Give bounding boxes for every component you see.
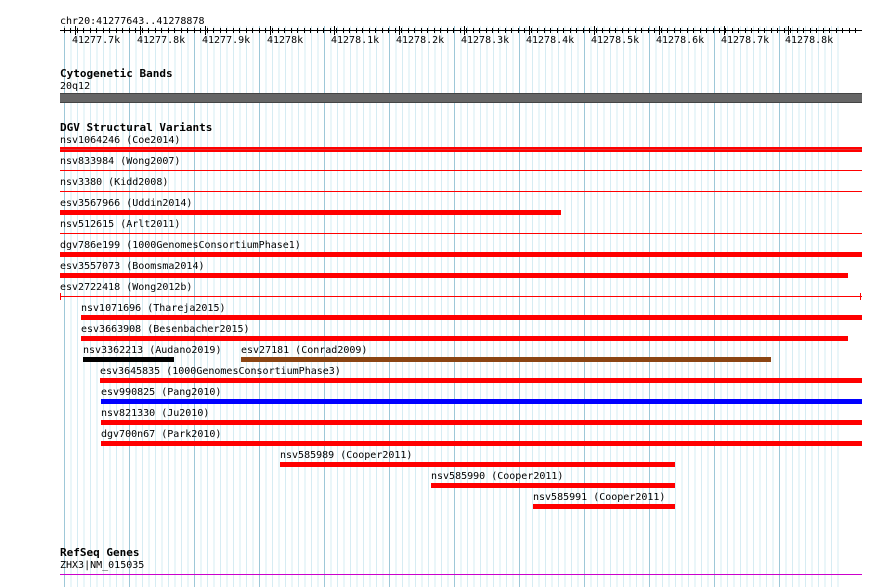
ruler-minor-tick: [531, 28, 532, 33]
ruler-tick-label: 41278.2k: [396, 35, 445, 46]
ruler-minor-tick: [421, 28, 422, 33]
ruler-minor-tick: [174, 28, 175, 33]
ruler-minor-tick: [700, 28, 701, 33]
ruler-minor-tick: [635, 28, 636, 33]
variant-label[interactable]: nsv585991 (Cooper2011): [533, 492, 666, 503]
ruler-minor-tick: [570, 28, 571, 33]
ruler-minor-tick: [161, 28, 162, 33]
ruler-minor-tick: [64, 28, 65, 33]
ruler-minor-tick: [272, 28, 273, 33]
ruler-tick-label: 41278.3k: [461, 35, 510, 46]
variant-bar[interactable]: [101, 441, 862, 446]
ruler-minor-tick: [194, 28, 195, 33]
ruler-minor-tick: [96, 28, 97, 33]
variant-label[interactable]: esv3567966 (Uddin2014): [60, 198, 193, 209]
ruler-tick: [464, 26, 465, 35]
ruler-tick: [75, 26, 76, 35]
ruler-minor-tick: [550, 28, 551, 33]
ruler-minor-tick: [641, 28, 642, 33]
ruler-minor-tick: [129, 28, 130, 33]
variant-label[interactable]: esv3557073 (Boomsma2014): [60, 261, 205, 272]
variant-label[interactable]: nsv1064246 (Coe2014): [60, 135, 181, 146]
ruler-minor-tick: [583, 28, 584, 33]
ruler-minor-tick: [596, 28, 597, 33]
variant-label[interactable]: nsv585990 (Cooper2011): [431, 471, 564, 482]
variant-label[interactable]: esv3645835 (1000GenomesConsortiumPhase3): [100, 366, 341, 377]
ruler-minor-tick: [576, 28, 577, 33]
gene-label[interactable]: ZHX3|NM_015035: [60, 560, 145, 571]
ruler-minor-tick: [148, 28, 149, 33]
ruler-tick: [788, 26, 789, 35]
ruler-minor-tick: [836, 28, 837, 33]
ruler-minor-tick: [537, 28, 538, 33]
ruler-minor-tick: [687, 28, 688, 33]
ruler-minor-tick: [680, 28, 681, 33]
ruler-tick-label: 41278.1k: [331, 35, 380, 46]
ruler-minor-tick: [771, 28, 772, 33]
ruler-minor-tick: [693, 28, 694, 33]
ruler-minor-tick: [310, 28, 311, 33]
ruler-minor-tick: [356, 28, 357, 33]
ruler-minor-tick: [764, 28, 765, 33]
ruler-tick-label: 41277.9k: [202, 35, 251, 46]
ruler-minor-tick: [674, 28, 675, 33]
variant-bar[interactable]: [60, 273, 848, 278]
ruler-tick: [270, 26, 271, 35]
ruler-minor-tick: [719, 28, 720, 33]
ruler-minor-tick: [842, 28, 843, 33]
ruler-minor-tick: [751, 28, 752, 33]
ruler-minor-tick: [200, 28, 201, 33]
ruler-minor-tick: [609, 28, 610, 33]
ruler-minor-tick: [317, 28, 318, 33]
ruler-minor-tick: [434, 28, 435, 33]
variant-label[interactable]: esv990825 (Pang2010): [101, 387, 222, 398]
ruler-minor-tick: [661, 28, 662, 33]
ruler-tick-label: 41278k: [267, 35, 304, 46]
ruler-minor-tick: [233, 28, 234, 33]
ruler-minor-tick: [349, 28, 350, 33]
ruler-minor-tick: [648, 28, 649, 33]
location-label: chr20:41277643..41278878: [60, 16, 205, 27]
ruler-minor-tick: [395, 28, 396, 33]
ruler-minor-tick: [667, 28, 668, 33]
variant-bar-end-tick: [60, 293, 61, 300]
ruler-minor-tick: [284, 28, 285, 33]
ruler-tick: [205, 26, 206, 35]
ruler-minor-tick: [187, 28, 188, 33]
ruler-minor-tick: [738, 28, 739, 33]
ruler-minor-tick: [77, 28, 78, 33]
ruler-minor-tick: [622, 28, 623, 33]
dgv-track-title[interactable]: DGV Structural Variants: [60, 121, 213, 134]
ruler-minor-tick: [615, 28, 616, 33]
ruler-minor-tick: [473, 28, 474, 33]
variant-label[interactable]: esv3663908 (Besenbacher2015): [81, 324, 250, 335]
variant-bar[interactable]: [280, 462, 675, 467]
ruler-minor-tick: [181, 28, 182, 33]
ruler-minor-tick: [330, 28, 331, 33]
ruler-minor-tick: [343, 28, 344, 33]
ruler-minor-tick: [265, 28, 266, 33]
ruler-minor-tick: [713, 28, 714, 33]
ruler-minor-tick: [803, 28, 804, 33]
variant-label[interactable]: nsv833984 (Wong2007): [60, 156, 181, 167]
cytoband-label: 20q12: [60, 81, 91, 92]
ruler-minor-tick: [278, 28, 279, 33]
variant-bar[interactable]: [60, 296, 862, 297]
ruler-minor-tick: [725, 28, 726, 33]
cytoband-bar[interactable]: [60, 93, 862, 103]
variant-bar-end-tick: [860, 293, 861, 300]
variant-bar[interactable]: [83, 357, 174, 362]
ruler-minor-tick: [524, 28, 525, 33]
ruler-tick-label: 41278.5k: [591, 35, 640, 46]
ruler-minor-tick: [207, 28, 208, 33]
ruler-minor-tick: [816, 28, 817, 33]
variant-bar[interactable]: [60, 252, 862, 257]
ruler-minor-tick: [90, 28, 91, 33]
ruler-minor-tick: [103, 28, 104, 33]
ruler-minor-tick: [505, 28, 506, 33]
ruler-minor-tick: [388, 28, 389, 33]
variant-bar[interactable]: [60, 191, 862, 192]
ruler-tick: [399, 26, 400, 35]
variant-bar[interactable]: [101, 420, 862, 425]
ruler-minor-tick: [226, 28, 227, 33]
ruler-minor-tick: [810, 28, 811, 33]
ruler-minor-tick: [511, 28, 512, 33]
variant-bar[interactable]: [100, 378, 862, 383]
ruler-minor-tick: [336, 28, 337, 33]
variant-bar[interactable]: [101, 399, 862, 404]
ruler-minor-tick: [362, 28, 363, 33]
ruler-minor-tick: [427, 28, 428, 33]
variant-bar[interactable]: [533, 504, 675, 509]
variant-bar[interactable]: [60, 210, 561, 215]
ruler-minor-tick: [246, 28, 247, 33]
ruler-minor-tick: [518, 28, 519, 33]
ruler-tick-label: 41277.8k: [137, 35, 186, 46]
variant-label[interactable]: nsv585989 (Cooper2011): [280, 450, 413, 461]
ruler-minor-tick: [239, 28, 240, 33]
ruler-minor-tick: [557, 28, 558, 33]
ruler-minor-tick: [453, 28, 454, 33]
ruler-minor-tick: [823, 28, 824, 33]
ruler-minor-tick: [401, 28, 402, 33]
ruler-minor-tick: [855, 28, 856, 33]
ruler-minor-tick: [745, 28, 746, 33]
variant-label[interactable]: nsv512615 (Arlt2011): [60, 219, 181, 230]
ruler-minor-tick: [259, 28, 260, 33]
variant-bar[interactable]: [60, 233, 862, 234]
ruler-tick: [659, 26, 660, 35]
variant-label[interactable]: nsv1071696 (Thareja2015): [81, 303, 226, 314]
ruler-minor-tick: [492, 28, 493, 33]
variant-label[interactable]: dgv700n67 (Park2010): [101, 429, 222, 440]
ruler-tick: [529, 26, 530, 35]
ruler-tick-label: 41277.7k: [72, 35, 121, 46]
ruler-tick: [140, 26, 141, 35]
ruler-minor-tick: [142, 28, 143, 33]
ruler-minor-tick: [466, 28, 467, 33]
refseq-track-title[interactable]: RefSeq Genes: [60, 546, 140, 559]
ruler-minor-tick: [498, 28, 499, 33]
variant-bar[interactable]: [60, 170, 862, 171]
ruler-minor-tick: [732, 28, 733, 33]
ruler-minor-tick: [109, 28, 110, 33]
ruler-minor-tick: [122, 28, 123, 33]
ruler-minor-tick: [369, 28, 370, 33]
ruler-minor-tick: [706, 28, 707, 33]
ruler-minor-tick: [83, 28, 84, 33]
variant-label[interactable]: dgv786e199 (1000GenomesConsortiumPhase1): [60, 240, 301, 251]
variant-bar[interactable]: [431, 483, 675, 488]
ruler-tick-label: 41278.7k: [721, 35, 770, 46]
ruler-minor-tick: [168, 28, 169, 33]
ruler-minor-tick: [252, 28, 253, 33]
cytoband-track-title[interactable]: Cytogenetic Bands: [60, 67, 173, 80]
ruler-minor-tick: [323, 28, 324, 33]
ruler-minor-tick: [544, 28, 545, 33]
gene-intron-line[interactable]: [60, 574, 862, 575]
ruler-minor-tick: [213, 28, 214, 33]
variant-label[interactable]: esv27181 (Conrad2009): [241, 345, 368, 356]
ruler-tick: [334, 26, 335, 35]
ruler-minor-tick: [758, 28, 759, 33]
ruler-minor-tick: [849, 28, 850, 33]
ruler-minor-tick: [589, 28, 590, 33]
ruler-minor-tick: [486, 28, 487, 33]
ruler-minor-tick: [220, 28, 221, 33]
ruler-tick: [594, 26, 595, 35]
variant-bar[interactable]: [81, 336, 848, 341]
variant-label[interactable]: nsv3362213 (Audano2019): [83, 345, 222, 356]
variant-label[interactable]: esv2722418 (Wong2012b): [60, 282, 193, 293]
ruler-minor-tick: [460, 28, 461, 33]
ruler-minor-tick: [602, 28, 603, 33]
ruler-minor-tick: [440, 28, 441, 33]
ruler-minor-tick: [135, 28, 136, 33]
ruler-minor-tick: [382, 28, 383, 33]
ruler-minor-tick: [304, 28, 305, 33]
variant-bar[interactable]: [81, 315, 862, 320]
variant-label[interactable]: nsv3380 (Kidd2008): [60, 177, 169, 188]
ruler-tick-label: 41278.6k: [656, 35, 705, 46]
row-separator: [60, 149, 862, 150]
ruler-minor-tick: [116, 28, 117, 33]
variant-label[interactable]: nsv821330 (Ju2010): [101, 408, 210, 419]
ruler-minor-tick: [155, 28, 156, 33]
ruler-minor-tick: [777, 28, 778, 33]
ruler-minor-tick: [414, 28, 415, 33]
ruler-minor-tick: [797, 28, 798, 33]
ruler-tick-label: 41278.4k: [526, 35, 575, 46]
ruler-minor-tick: [447, 28, 448, 33]
ruler-minor-tick: [291, 28, 292, 33]
ruler-minor-tick: [70, 28, 71, 33]
ruler-minor-tick: [790, 28, 791, 33]
ruler-minor-tick: [628, 28, 629, 33]
ruler-minor-tick: [375, 28, 376, 33]
ruler-minor-tick: [829, 28, 830, 33]
ruler-minor-tick: [784, 28, 785, 33]
ruler-minor-tick: [479, 28, 480, 33]
ruler-minor-tick: [297, 28, 298, 33]
ruler-minor-tick: [654, 28, 655, 33]
ruler-tick-label: 41278.8k: [785, 35, 834, 46]
ruler-minor-tick: [408, 28, 409, 33]
ruler-minor-tick: [563, 28, 564, 33]
variant-bar[interactable]: [241, 357, 771, 362]
